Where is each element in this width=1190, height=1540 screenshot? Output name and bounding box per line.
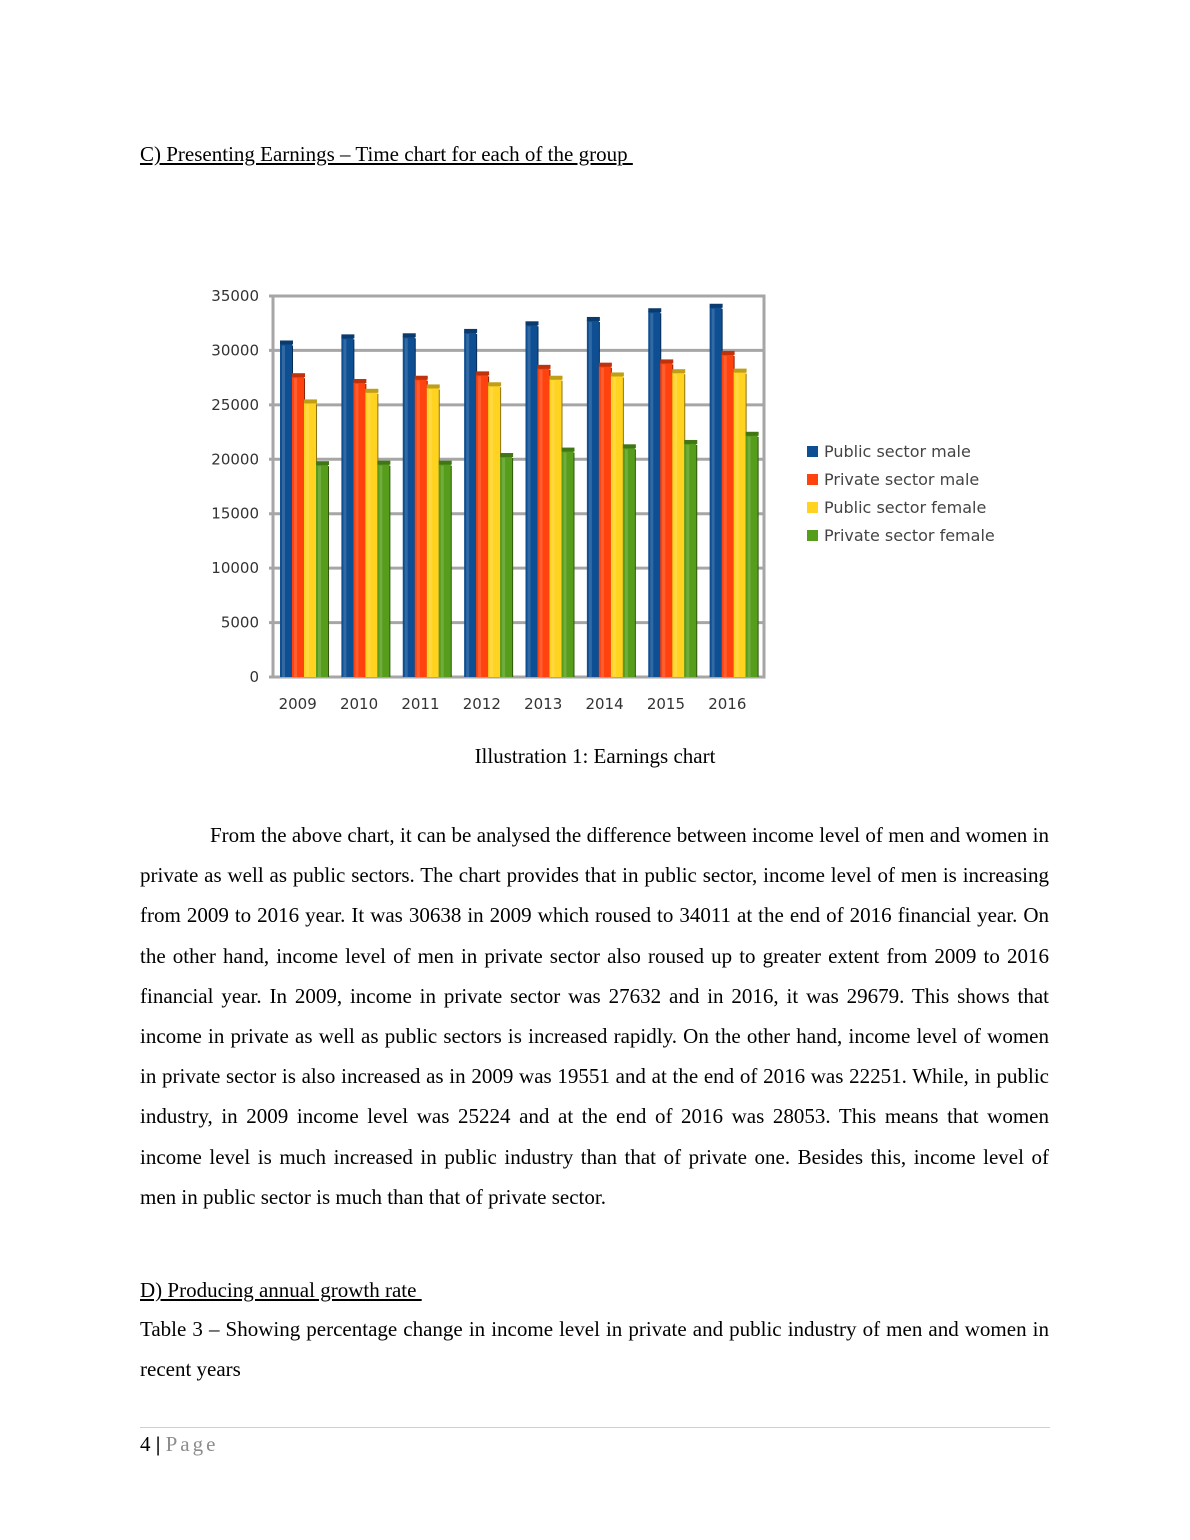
bar-top: [599, 363, 612, 367]
bar-top: [562, 448, 575, 452]
bar-highlight: [589, 322, 592, 677]
y-tick-label: 10000: [211, 559, 259, 578]
bar-highlight: [662, 364, 665, 677]
bar-top: [292, 373, 305, 377]
x-tick-label: 2013: [524, 695, 563, 713]
bar-public-sector-male: [403, 336, 415, 677]
bar-private-sector-male: [353, 382, 365, 677]
bar-top: [403, 333, 416, 337]
bar-top: [488, 382, 501, 386]
y-tick-label: 35000: [211, 287, 259, 305]
bar-highlight: [343, 339, 346, 677]
bar-public-sector-female: [734, 372, 746, 677]
bar-highlight: [429, 389, 432, 677]
bar-top: [587, 317, 600, 321]
bar-top: [684, 440, 697, 444]
bar-top: [353, 379, 366, 383]
legend-swatch: [807, 502, 818, 513]
bar-private-sector-female: [684, 443, 696, 677]
bar-highlight: [613, 377, 616, 677]
bar-highlight: [564, 453, 567, 677]
bar-highlight: [294, 378, 297, 677]
bar-highlight: [379, 466, 382, 677]
bar-public-sector-female: [611, 375, 623, 677]
bar-highlight: [540, 370, 543, 677]
bar-top: [672, 369, 685, 373]
bar-highlight: [686, 445, 689, 677]
bar-highlight: [601, 368, 604, 677]
chart-caption: Illustration 1: Earnings chart: [474, 744, 716, 768]
bar-private-sector-male: [599, 366, 611, 677]
y-tick-label: 15000: [211, 504, 259, 523]
bar-top: [648, 308, 661, 312]
section-c-heading: C) Presenting Earnings – Time chart for each of the group: [140, 142, 633, 166]
bar-highlight: [478, 376, 481, 677]
bar-top: [550, 376, 563, 380]
x-tick-label: 2016: [708, 695, 747, 713]
bar-top: [623, 444, 636, 448]
legend-swatch: [807, 474, 818, 485]
legend-label: Private sector female: [824, 526, 995, 545]
bar-private-sector-male: [292, 376, 304, 677]
bar-private-sector-male: [538, 368, 550, 677]
page-label: Page: [165, 1432, 219, 1456]
bar-highlight: [736, 374, 739, 677]
table-caption: Table 3 – Showing percentage change in income level in private and public industry of men and women in recent years: [140, 1317, 1049, 1382]
bar-top: [611, 372, 624, 376]
bar-public-sector-female: [304, 402, 316, 677]
y-tick-label: 25000: [211, 395, 259, 414]
bar-highlight: [674, 374, 677, 677]
bar-public-sector-male: [464, 332, 476, 677]
x-tick-label: 2009: [278, 695, 317, 713]
bar-public-sector-male: [280, 343, 292, 677]
bar-highlight: [417, 381, 420, 677]
bar-top: [304, 399, 317, 403]
bar-highlight: [318, 466, 321, 677]
analysis-paragraph: From the above chart, it can be analysed the difference between income level of men and women in private as well as public sectors. The chart provides that in public sector, income level of men is increasing from 2009 to 2016 year. It was 30638 in 2009 which roused to 34011 at the end of 2016 financial year. On the other hand, income level of men in private sector also roused up to greater extent from 2009 to 2016 financial year. In 2009, income in private sector was 27632 and in 2016, it was 29679. This shows that income in private as well as public sectors is increased rapidly. On the other hand, income level of women in private sector is also increased as in 2009 was 19551 and at the end of 2016 was 22251. While, in public industry, in 2009 income level was 25224 and at the end of 2016 was 28053. This means that women income level is much increased in public industry than that of private one. Besides this, income level of men in public sector is much than that of private sector.: [140, 823, 1049, 1209]
bar-public-sector-female: [488, 385, 500, 677]
bar-highlight: [502, 458, 505, 677]
bar-top: [746, 432, 759, 436]
bar-top: [660, 359, 673, 363]
bar-private-sector-male: [415, 379, 427, 677]
bar-top: [526, 321, 539, 325]
bar-highlight: [367, 394, 370, 677]
bar-private-sector-female: [377, 464, 389, 677]
bar-public-sector-female: [550, 379, 562, 677]
y-tick-label: 5000: [220, 613, 259, 632]
bar-top: [415, 376, 428, 380]
section-d-heading: D) Producing annual growth rate: [140, 1278, 422, 1302]
bar-private-sector-female: [500, 456, 512, 677]
bar-public-sector-male: [526, 324, 538, 677]
bar-highlight: [724, 356, 727, 677]
bar-top: [377, 461, 390, 465]
bar-top: [365, 389, 378, 393]
footer-divider: [140, 1427, 1050, 1428]
bar-highlight: [355, 384, 358, 677]
bar-top: [464, 329, 477, 333]
bar-highlight: [712, 309, 715, 677]
bar-top: [341, 334, 354, 338]
bar-private-sector-male: [722, 354, 734, 677]
bar-top: [722, 351, 735, 355]
bar-highlight: [552, 381, 555, 677]
page-footer: [140, 1430, 218, 1458]
legend-swatch: [807, 446, 818, 457]
bar-highlight: [282, 345, 285, 677]
bar-highlight: [405, 338, 408, 677]
bar-top: [280, 340, 293, 344]
bar-private-sector-female: [746, 435, 758, 677]
bar-top: [439, 461, 452, 465]
bar-public-sector-male: [710, 307, 722, 677]
legend-label: Private sector male: [824, 470, 980, 489]
bar-top: [427, 384, 440, 388]
bar-highlight: [528, 326, 531, 677]
legend-label: Public sector female: [824, 498, 987, 517]
bar-public-sector-male: [648, 311, 660, 677]
y-tick-label: 20000: [211, 450, 259, 469]
bar-private-sector-female: [439, 464, 451, 677]
earnings-chart: [190, 280, 1030, 720]
footer-separator: |: [155, 1432, 161, 1456]
bar-highlight: [748, 437, 751, 677]
bar-highlight: [650, 313, 653, 677]
legend-label: Public sector male: [824, 442, 971, 461]
y-tick-label: 30000: [211, 341, 259, 360]
bar-top: [500, 453, 513, 457]
bar-public-sector-male: [341, 337, 353, 677]
bar-top: [710, 304, 723, 308]
bar-private-sector-female: [562, 451, 574, 677]
x-tick-label: 2015: [646, 695, 686, 713]
page-number: 4: [140, 1432, 151, 1456]
bar-top: [734, 369, 747, 373]
bar-highlight: [490, 387, 493, 677]
bar-private-sector-female: [623, 447, 635, 677]
x-tick-label: 2014: [585, 695, 624, 713]
x-tick-label: 2011: [401, 695, 440, 713]
bar-top: [316, 461, 329, 465]
bar-top: [538, 365, 551, 369]
bar-public-sector-male: [587, 320, 599, 677]
x-tick-label: 2012: [462, 695, 501, 713]
x-tick-label: 2010: [339, 695, 379, 713]
bar-highlight: [466, 334, 469, 677]
bar-private-sector-female: [316, 464, 328, 677]
bar-private-sector-male: [660, 362, 672, 677]
bar-highlight: [306, 404, 309, 677]
bar-public-sector-female: [365, 392, 377, 677]
bar-public-sector-female: [672, 372, 684, 677]
earnings-chart-svg: [190, 280, 1030, 720]
bar-top: [476, 371, 489, 375]
bar-private-sector-male: [476, 374, 488, 677]
y-tick-label: 0: [249, 668, 259, 686]
bar-highlight: [441, 466, 444, 677]
bar-highlight: [625, 449, 628, 677]
legend-swatch: [807, 530, 818, 541]
bar-public-sector-female: [427, 387, 439, 677]
